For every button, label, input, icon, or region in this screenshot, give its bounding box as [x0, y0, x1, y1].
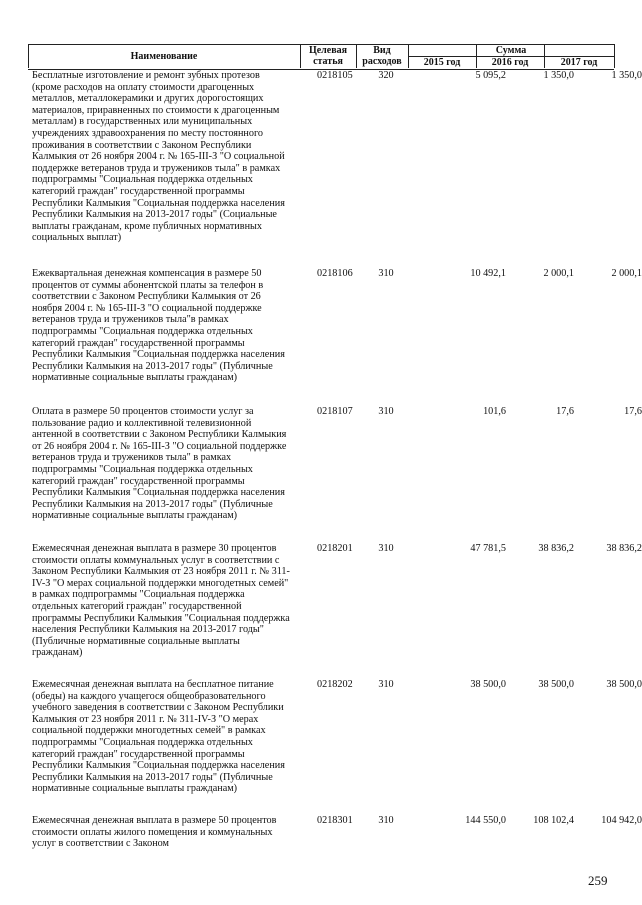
header-vid-line2: расходов — [362, 56, 402, 67]
row-code: 0218201 — [317, 543, 353, 554]
row-2016: 38 500,0 — [538, 679, 574, 690]
row-code: 0218105 — [317, 70, 353, 81]
header-2017: 2017 год — [560, 57, 598, 68]
header-vid-line1: Вид — [373, 45, 391, 56]
row-name: Бесплатные изготовление и ремонт зубных протезов (кроме расходов на оплату стоимости драгоценных металлов, металлокерамики и других дорогостоящих материалов, приравненных по стоимости к драгоценным металлам) в государственных или муниципальных учреждениях здравоохранения по месту постоянного проживания в соответствии с Законом Республики Калмыкия от 26 ноября 2004 г. № 165-III-З "О социальной поддержке ветеранов труда и тружеников тыла" в рамках подпрограммы "Социальная поддержка отдельных категорий граждан" государственной программы Республики Калмыкия "Социальная поддержка населения Республики Калмыкия на 2013-2017 годы" (Социальные выплаты гражданам, кроме публичных нормативных социальных выплат) — [32, 70, 285, 244]
row-code: 0218106 — [317, 268, 353, 279]
row-vid: 310 — [378, 679, 394, 690]
row-name: Оплата в размере 50 процентов стоимости услуг за пользование радио и коллективной телевизионной антенной в соответствии с Законом Республики Калмыкия от 26 ноября 2004 г. № 165-III-З "О социальной поддержке ветеранов труда и тружеников тыла" в рамках подпрограммы "Социальная поддержка отдельных категорий граждан" государственной программы Республики Калмыкия "Социальная поддержка населения Республики Калмыкия на 2013-2017 годы" (Публичные нормативные социальные выплаты гражданам) — [32, 406, 287, 522]
row-vid: 310 — [378, 543, 394, 554]
row-vid: 310 — [378, 815, 394, 826]
row-2015: 101,6 — [483, 406, 506, 417]
header-2015: 2015 год — [423, 57, 461, 68]
row-vid: 310 — [378, 268, 394, 279]
row-code: 0218107 — [317, 406, 353, 417]
row-name: Ежемесячная денежная выплата в размере 50 процентов стоимости оплаты жилого помещения и коммунальных услуг в соответствии с Законом — [32, 815, 277, 850]
header-code — [300, 45, 356, 67]
header-code-line1: Целевая — [308, 45, 348, 56]
row-name: Ежемесячная денежная выплата в размере 30 процентов стоимости оплаты коммунальных услуг в соответствии с Законом Республики Калмыкия от 23 ноября 2011 г. № 311-IV-З "О мерах социальной поддержки многодетных семей" в рамках подпрограммы "Социальная поддержка отдельных категорий граждан" государственной программы Республики Калмыкия "Социальная поддержка населения Республики Калмыкия на 2013-2017 годы" (Публичные нормативные социальные выплаты гражданам) — [32, 543, 290, 659]
row-code: 0218301 — [317, 815, 353, 826]
header-name: Наименование — [130, 51, 198, 62]
header-vid — [356, 45, 408, 67]
row-2016: 2 000,1 — [543, 268, 574, 279]
row-code: 0218202 — [317, 679, 353, 690]
row-2016: 38 836,2 — [538, 543, 574, 554]
row-2017: 17,6 — [624, 406, 642, 417]
row-name: Ежеквартальная денежная компенсация в размере 50 процентов от суммы абонентской платы за телефон в соответствии с Законом Республики Калмыкия от 26 ноября 2004 г. № 165-III-З "О социальной поддержке ветеранов труда и тружеников тыла"в рамках подпрограммы "Социальная поддержка отдельных категорий граждан" государственной программы Республики Калмыкия "Социальная поддержка населения Республики Калмыкия на 2013-2017 годы" (Публичные нормативные социальные выплаты гражданам) — [32, 268, 285, 384]
row-2016: 17,6 — [556, 406, 574, 417]
row-2017: 104 942,0 — [601, 815, 642, 826]
row-2017: 1 350,0 — [611, 70, 642, 81]
row-2015: 38 500,0 — [470, 679, 506, 690]
row-2016: 1 350,0 — [543, 70, 574, 81]
row-2016: 108 102,4 — [533, 815, 574, 826]
row-2017: 38 836,2 — [606, 543, 642, 554]
header-code-line2: статья — [313, 56, 343, 67]
header-2016: 2016 год — [491, 57, 529, 68]
row-vid: 320 — [378, 70, 394, 81]
row-2017: 38 500,0 — [606, 679, 642, 690]
row-2017: 2 000,1 — [611, 268, 642, 279]
row-2015: 10 492,1 — [470, 268, 506, 279]
row-name: Ежемесячная денежная выплата на бесплатное питание (обеды) на каждого учащегося общеобразовательного учебного заведения в соответствии с Законом Республики Калмыкия от 23 ноября 2011 г. № 311-IV-З "О мерах социальной поддержки многодетных семей" в рамках подпрограммы "Социальная поддержка отдельных категорий граждан" государственной программы Республики Калмыкия "Социальная поддержка населения Республики Калмыкия на 2013-2017 годы" (Публичные нормативные социальные выплаты гражданам) — [32, 679, 285, 795]
row-2015: 47 781,5 — [470, 543, 506, 554]
header-sum: Сумма — [495, 45, 527, 56]
row-2015: 144 550,0 — [465, 815, 506, 826]
row-2015: 5 095,2 — [475, 70, 506, 81]
row-vid: 310 — [378, 406, 394, 417]
page-number: 259 — [588, 873, 608, 888]
